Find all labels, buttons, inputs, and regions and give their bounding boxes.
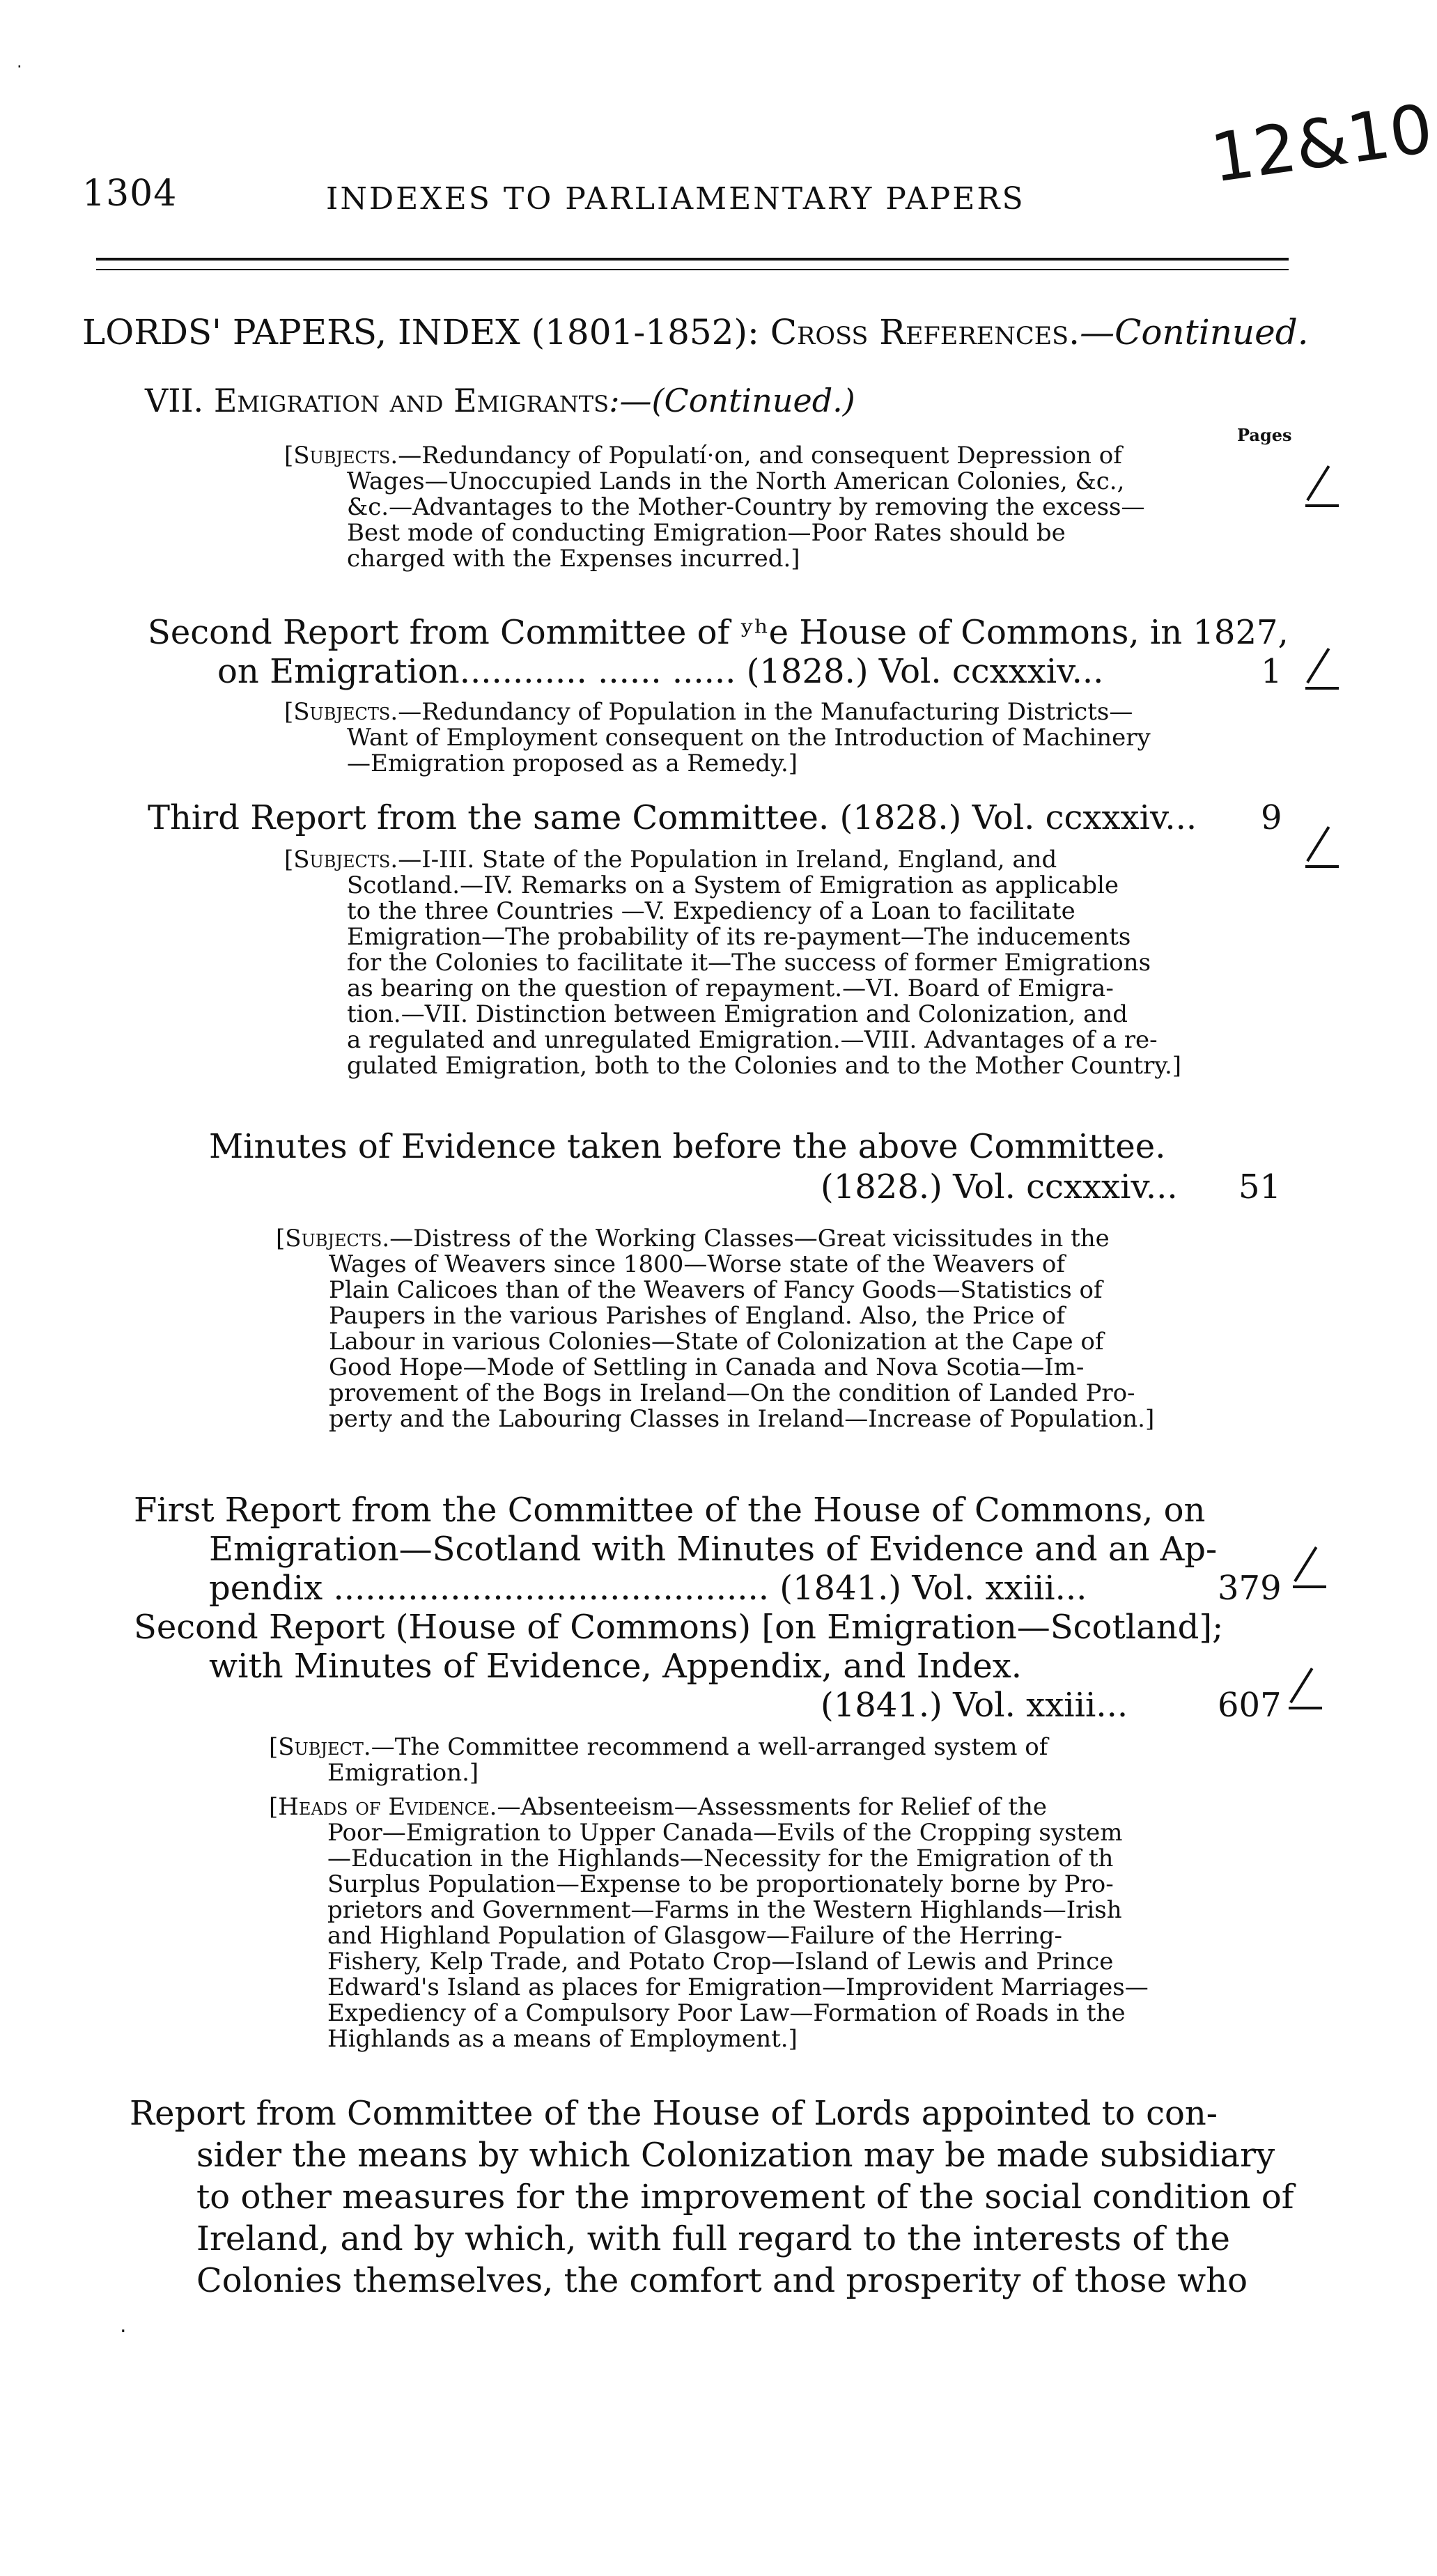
header-rule-thin [96,269,1289,270]
running-title: INDEXES TO PARLIAMENTARY PAPERS [326,181,1025,217]
section-heading-continued: —Continued. [1080,312,1309,352]
subjects-line: a regulated and unregulated Emigration.—VIII. Advantages of a re- [347,1026,1158,1054]
subjects-block-4 [276,1226,1251,1432]
subjects-block-3 [284,847,1252,1079]
subjects-line: Wages—Unoccupied Lands in the North American Colonies, &c., [347,467,1125,495]
subjects-line: charged with the Expenses incurred.] [347,545,800,573]
heads-of-evidence-line: Poor—Emigration to Upper Canada—Evils of the Cropping system [327,1819,1123,1847]
entry-title-line: First Report from the Committee of the House of Commons, on [134,1491,1206,1530]
check-mark-icon [1322,826,1346,871]
pages-column-label: Pages [1237,425,1292,445]
heads-of-evidence-line: —Absenteeism—Assessments for Relief of the [497,1793,1048,1821]
entry-title-line: Emigration—Scotland with Minutes of Evidence and an Ap- [209,1530,1218,1569]
subjects-block-1 [284,443,1252,572]
subjects-line: tion.—VII. Distinction between Emigration and Colonization, and [347,1000,1128,1028]
subjects-line: —The Committee recommend a well-arranged system of [371,1733,1048,1761]
subjects-line: to the three Countries —V. Expediency of a Loan to facilitate [347,897,1075,925]
entry-title-line: Ireland, and by which, with full regard to the interests of the [196,2219,1230,2258]
subjects-line: Emigration.] [327,1759,479,1787]
section-heading [82,312,1309,352]
sub-heading-number: VII. [145,382,204,419]
heads-of-evidence-lead: [Heads of Evidence. [269,1793,497,1821]
entry-page-number: 379 [1218,1569,1282,1608]
entry-title-line: Report from Committee of the House of Lords appointed to con- [130,2094,1218,2133]
subjects-line: —Redundancy of Population in the Manufacturing Districts— [398,698,1133,726]
entry-citation-line: (1841.) Vol. xxiii... [821,1686,1128,1725]
heads-of-evidence-line: Fishery, Kelp Trade, and Potato Crop—Island of Lewis and Prince [327,1948,1114,1976]
subjects-line: &c.—Advantages to the Mother-Country by removing the excess— [347,493,1145,521]
subjects-line: for the Colonies to facilitate it—The success of former Emigrations [347,949,1151,977]
entry-second-report-1828 [148,613,1289,691]
check-mark-icon [1310,1546,1333,1591]
entry-page-number: 1 [1261,652,1282,691]
subjects-line: Emigration—The probability of its re-payment—The inducements [347,923,1131,951]
subjects-lead: [Subjects. [284,846,398,874]
entry-lords-report-colonization [130,2093,1294,2302]
subjects-line: gulated Emigration, both to the Colonies and to the Mother Country.] [347,1052,1182,1080]
heads-of-evidence-line: and Highland Population of Glasgow—Failure of the Herring- [327,1922,1063,1950]
check-mark-icon [1322,465,1346,510]
subjects-line: as bearing on the question of repayment.—VI. Board of Emigra- [347,975,1114,1002]
entry-page-number: 51 [1238,1167,1282,1206]
entry-citation-line: (1828.) Vol. ccxxxiv... [821,1167,1178,1206]
heads-of-evidence-line: Edward's Island as places for Emigration—Improvident Marriages— [327,1973,1149,2001]
subjects-lead: [Subjects. [284,442,398,470]
margin-speck: ‧ [120,2320,127,2344]
sub-heading-title: Emigration and Emigrants [213,382,609,419]
subjects-lead: [Subjects. [276,1225,390,1252]
subjects-line: —Emigration proposed as a Remedy.] [347,750,798,777]
entry-citation-line: on Emigration............ ...... ...... (1828.) Vol. ccxxxiv... [217,652,1104,691]
heads-of-evidence-line: Expediency of a Compulsory Poor Law—Formation of Roads in the [327,1999,1126,2027]
page-number: 1304 [82,173,178,215]
subjects-line: —Redundancy of Populatí·on, and consequent Depression of [398,442,1122,470]
entry-title-line: Second Report (House of Commons) [on Emigration—Scotland]; [134,1608,1224,1647]
heads-of-evidence-line: —Education in the Highlands—Necessity for the Emigration of th [327,1845,1114,1872]
subjects-line: —I-III. State of the Population in Ireland, England, and [398,846,1057,874]
subjects-line: Labour in various Colonies—State of Colonization at the Cape of [329,1328,1104,1356]
entry-third-report-1828: Third Report from the same Committee. (1828.) Vol. ccxxxiv... [148,798,1197,837]
entry-page-number: 607 [1218,1686,1282,1725]
check-mark-icon [1305,1668,1329,1712]
entry-title-line: Colonies themselves, the comfort and prosperity of those who [196,2261,1248,2300]
subjects-line: Good Hope—Mode of Settling in Canada and Nova Scotia—Im- [329,1353,1085,1381]
check-mark-icon [1322,648,1346,692]
sub-heading-continued: :—(Continued.) [609,382,855,419]
section-heading-prefix: LORDS' PAPERS, INDEX (1801-1852): [82,312,759,352]
subjects-lead: [Subjects. [284,698,398,726]
subjects-line: Paupers in the various Parishes of England. Also, the Price of [329,1302,1065,1330]
subjects-lead: [Subject. [269,1733,371,1761]
entry-page-number: 9 [1261,798,1282,837]
entry-title-line: to other measures for the improvement of the social condition of [196,2178,1294,2217]
heads-of-evidence-line: Surplus Population—Expense to be proportionately borne by Pro- [327,1870,1114,1898]
heads-of-evidence-block [269,1794,1251,2052]
subjects-line: perty and the Labouring Classes in Ireland—Increase of Population.] [329,1405,1155,1433]
subjects-line: Plain Calicoes than of the Weavers of Fancy Goods—Statistics of [329,1276,1103,1304]
handwritten-folio-note: 12&10 [1206,89,1437,198]
heads-of-evidence-line: Highlands as a means of Employment.] [327,2025,798,2053]
subjects-line: Wages of Weavers since 1800—Worse state of the Weavers of [329,1250,1065,1278]
subjects-block-5 [269,1735,1251,1786]
subjects-line: Want of Employment consequent on the Introduction of Machinery [347,724,1151,752]
subjects-line: provement of the Bogs in Ireland—On the condition of Landed Pro- [329,1379,1135,1407]
entry-title-line: with Minutes of Evidence, Appendix, and Index. [209,1647,1023,1686]
header-rule-thick [96,258,1289,261]
subjects-line: Best mode of conducting Emigration—Poor Rates should be [347,519,1066,547]
subjects-block-2 [284,699,1252,777]
entry-title-line: Second Report from Committee of ʸʰe House of Commons, in 1827, [148,613,1289,652]
entry-title-line: sider the means by which Colonization may be made subsidiary [196,2136,1275,2175]
subjects-line: —Distress of the Working Classes—Great vicissitudes in the [389,1225,1110,1252]
heads-of-evidence-line: prietors and Government—Farms in the Western Highlands—Irish [327,1896,1122,1924]
entry-citation-line: pendix ......................................... (1841.) Vol. xxiii... [209,1569,1087,1608]
section-heading-cross-refs: Cross References. [770,312,1080,352]
entry-second-report-1841 [134,1608,1223,1686]
subjects-line: Scotland.—IV. Remarks on a System of Emigration as applicable [347,871,1119,899]
sub-heading [145,382,855,419]
entry-minutes-1828: Minutes of Evidence taken before the above Committee. [209,1127,1166,1166]
margin-speck: ‧ [17,57,22,77]
entry-first-report-1841 [134,1491,1217,1608]
